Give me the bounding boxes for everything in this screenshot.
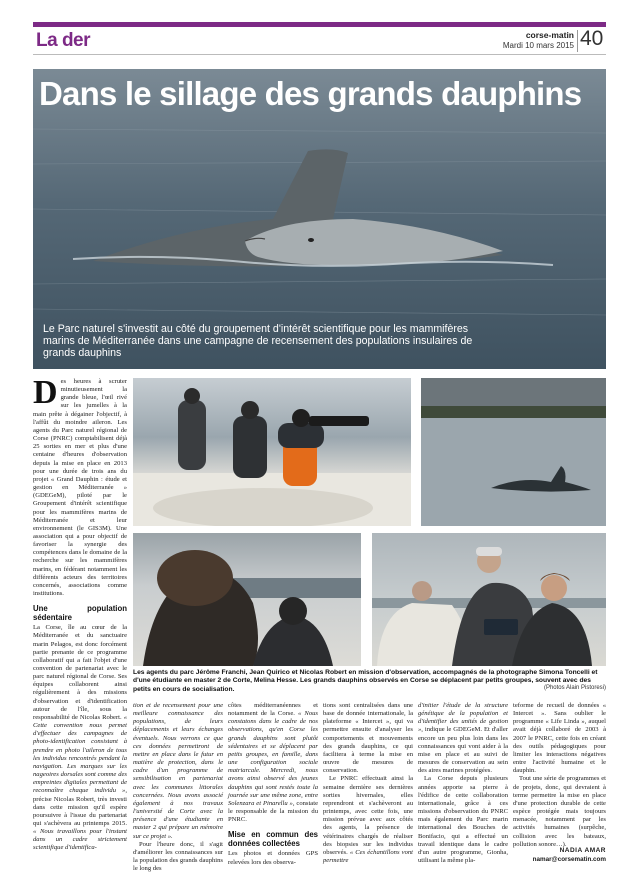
- paragraph: tions sont centralisées dans une base de donnée internationale, la plateforme « Intercet », qui va permettre ensuite d'analyser les comportements et mouvements des grands dauphins, ce qui facilitera à terme la mise en œuvre de mesures de conservation.: [323, 702, 413, 775]
- paragraph-text: , précise Nicolas Robert, très investi dans cette mission qu'il espère poursuivre à l'issue du partenariat qui s'achèvera au printemps 2015.: [33, 787, 127, 827]
- hero-photo: [33, 69, 606, 369]
- agents-illustration: [372, 533, 606, 666]
- quote: tion et de recensement pour une meilleure connaissance des populations, de leurs déplacements et leurs échanges éventuels. Nous verrons ce que ces données permettront de mettre en place dans le futur en matière de protection, dans le cadre d'un programme de sensibilisation en partenariat avec les communes littorales concernées. Nous avons associé également à nos travaux l'université de Corte avec la présence d'une étudiante en master 2 qui prépare un mémoire sur ce projet ».: [133, 702, 223, 840]
- article-column-1: [33, 374, 127, 852]
- paragraph: Pour l'heure donc, il s'agit d'améliorer les connaissances sur la population des grands dauphins le long des: [133, 840, 223, 873]
- paragraph-text: Le PNRC effectuait ainsi la semaine dernière ses dernières sorties hivernales, elles reprendront et s'achèveront au printemps, avec cette fois, une mission prévue avec aux côtés des agents, la présence de vétérinaires chargés de réaliser des biopsies sur les individus observés.: [323, 775, 413, 856]
- article-column-6: [513, 702, 606, 846]
- paragraph: teforme de recueil de données « Intercet ». Sans oublier le programme « Life Linda », auquel avait déjà collaboré de 2003 à 2007 le PNRC, cette fois en créant des outils pédagogiques pour limiter les interactions négatives entre l'activité humaine et le dauphin.: [513, 702, 606, 775]
- author-email: namar@corsematin.com: [532, 856, 606, 863]
- author-signature: NADIA AMAR: [559, 847, 606, 854]
- quote: d'initier l'étude de la structure génétique de la population et d'identifier des unités de gestion »: [418, 702, 508, 734]
- article-column-3: [228, 702, 318, 866]
- dolphin-shore-illustration: [421, 378, 606, 526]
- photo-credit: (Photos Alain Pistoresi): [543, 685, 606, 691]
- photo-dolphin-shore: [421, 378, 606, 526]
- photo-caption: Les agents du parc Jérôme Franchi, Jean Quirico et Nicolas Robert en mission d'observation, accompagnés de la photographe Simona Toncelli et d'une étudiante en master 2 de Corte, Melina Hesse. Les grands dauphins observés en Corse se déplacent par petits groupes, souvent avec des petits en cours de socialisation.: [133, 669, 598, 693]
- page-number: 40: [580, 27, 604, 50]
- article-column-2: [133, 702, 223, 873]
- subheading: Mise en commun des données collectées: [228, 830, 318, 849]
- paragraph: La Corse depuis plusieurs années apporte sa pierre à l'édifice de cette collaboration internationale, grâce à ces missions d'observation du PNRC mais également du Parc marin international des Bouches de Bonifacio, qui a effectué un travail identique dans le cadre d'un autre programme, Gionha, utilisant la même pla-: [418, 775, 508, 864]
- paragraph: [33, 624, 127, 852]
- issue-date: Mardi 10 mars 2015: [502, 41, 574, 50]
- paragraph-text: La Corse, île au cœur de la Méditerranée et du sanctuaire marin Pelagos, est donc forcément partie prenante de ce programme collaboratif qui a fait l'objet d'une convention de partenariat avec le parc naturel régional de Corse. Ses équipes collaborent ainsi régulièrement à des missions d'observation et d'identification autour de l'île, sous la responsabilité de Nicolas Robert.: [33, 624, 127, 721]
- quote: « Cette convention nous permet d'effectuer des campagnes de photo-identification consistant à prendre en photo l'aileron de tous les individus rencontrés pendant la navigation. Les marques sur les nageoires dorsales sont comme des empreintes digitales permettant de reconnaître chaque individu »: [33, 713, 127, 795]
- article-headline: Dans le sillage des grands dauphins: [39, 75, 582, 112]
- paragraph: [323, 775, 413, 865]
- article-column-4: [323, 702, 413, 862]
- photo-agents-tablet: [372, 533, 606, 666]
- paragraph-text: , constate le responsable de la mission du PNRC.: [228, 799, 318, 824]
- paragraph: Les photos et données GPS relevées lors des observa-: [228, 850, 318, 866]
- closeup-illustration: [133, 533, 361, 666]
- section-title: La der: [36, 30, 91, 51]
- article-lead: Le Parc naturel s'investit au côté du groupement d'intérêt scientifique pour les mammifères marins de Méditerranée dans une campagne de recensement des populations insulaires de grands dauphins: [43, 323, 473, 359]
- header-divider: [577, 30, 578, 52]
- quote: « Ces échantillons vont permettre: [323, 848, 413, 864]
- paragraph: es heures à scruter minutieusement la grande bleue, l'œil rivé sur les jumelles à la main prête à dégainer l'objectif, à l'affût du moindre aileron. Les agents du Parc naturel régional de Corse (PNRC) comptabilisent déjà 25 sorties en mer et plus d'une centaine d'heures d'observation depuis la mise en place en 2013 pour une durée de trois ans du projet « Grand Dauphin : étude et gestion en Méditerranée » (GDEGeM), piloté par le Groupement d'intérêt scientifique pour les mammifères marins de Méditerranée et leur environnement (le GIS3M). Une association qui a pour objectif de favoriser la synergie des compétences dans le domaine de la recherche sur les mammifères marins, en fédérant notamment les différents acteurs des territoires concernés, associations comme institutions.: [33, 378, 127, 598]
- quote: « Nous travaillons pour l'instant dans un cadre strictement scientifique d'identifica-: [33, 828, 127, 852]
- header-color-bar: [33, 22, 606, 27]
- observers-illustration: [133, 378, 411, 526]
- header-rule: [33, 54, 606, 55]
- paragraph-text: côtes méditerranéennes et notamment de la Corse.: [228, 702, 318, 718]
- subheading: Une population sédentaire: [33, 604, 127, 623]
- paragraph: [418, 702, 508, 775]
- paragraph: Tout une série de programmes et de projets, donc, qui devraient à terme permettre la mise en place d'une protection durable de cette espèce protégée mais toujours menacée, notamment par les activités humaines (surpêche, collision avec les bateaux, pollution sonore…).: [513, 775, 606, 848]
- drop-cap: D: [33, 374, 58, 411]
- photo-observer-closeup: [133, 533, 361, 666]
- article-column-5: [418, 702, 508, 862]
- photo-observers-boat: [133, 378, 411, 526]
- newspaper-brand: corse-matin: [525, 30, 574, 40]
- paragraph-text: , indique le GDEGeM. Et d'aller encore un peu plus loin dans les connaissances qui vont aider à la mise en place et au suivi de mesures de conservation au sein des aires marines protégées.: [418, 726, 508, 775]
- quote: « Nous constatons dans le cadre de nos observations, qu'en Corse les grands dauphins sont plutôt sédentaires et se déplacent par petits groupes, en famille, dans une configuration sociale matriarcale. Mercredi, nous avons ainsi observé des jeunes dauphins qui sont restés toute la journée sur une même zone, entre Solenzara et Pinarellu »: [228, 710, 318, 807]
- paragraph: [228, 702, 318, 824]
